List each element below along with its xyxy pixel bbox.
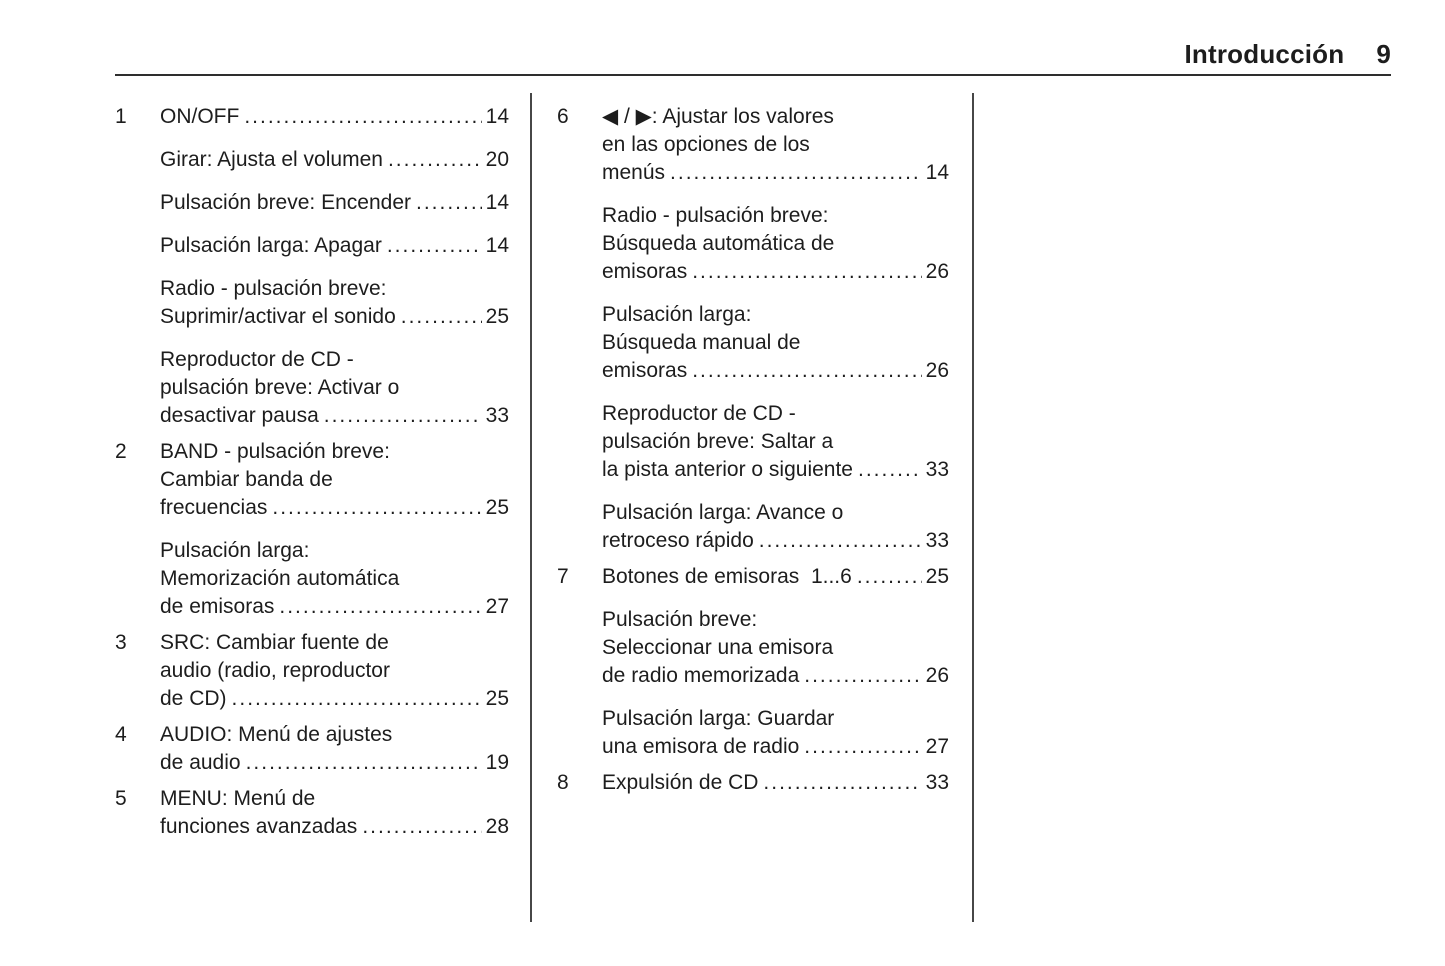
toc-entry xyxy=(557,400,949,484)
toc-entry-content xyxy=(160,537,509,621)
toc-entry-text: ON/OFF xyxy=(160,105,240,128)
dot-leader xyxy=(244,103,481,131)
toc-entry-line xyxy=(602,662,949,690)
toc-entry-line xyxy=(160,813,509,841)
toc-entry-line xyxy=(160,103,509,131)
toc-entry-page: 14 xyxy=(925,161,949,184)
toc-entry xyxy=(115,785,509,841)
toc-entry-page: 33 xyxy=(925,458,949,481)
toc-entry-page: 25 xyxy=(485,496,509,519)
toc-entry-page: 26 xyxy=(925,359,949,382)
toc-entry-content xyxy=(160,785,509,841)
dot-leader xyxy=(401,303,482,331)
toc-entry xyxy=(557,202,949,286)
toc-entry-content xyxy=(160,275,509,331)
toc-entry-line xyxy=(160,749,509,777)
toc-entry-page: 25 xyxy=(485,687,509,710)
dot-leader xyxy=(804,662,921,690)
toc-entry-line xyxy=(602,456,949,484)
toc-entry-line: AUDIO: Menú de ajustes xyxy=(160,723,393,746)
toc-entry-line xyxy=(602,733,949,761)
toc-entry-number: 6 xyxy=(557,105,569,128)
toc-entry-line: MENU: Menú de xyxy=(160,787,316,810)
toc-entry-content xyxy=(160,103,509,131)
toc-entry-line xyxy=(160,593,509,621)
toc-entry-line xyxy=(602,258,949,286)
toc-entry-line: Pulsación breve: xyxy=(602,608,758,631)
toc-entry-content xyxy=(602,769,949,797)
dot-leader xyxy=(804,733,921,761)
toc-column-right xyxy=(557,103,949,797)
toc-entry-page: 26 xyxy=(925,664,949,687)
toc-entry-line: Memorización automática xyxy=(160,567,400,590)
toc-entry-line: Pulsación larga: Guardar xyxy=(602,707,835,730)
toc-entry-page: 33 xyxy=(925,529,949,552)
toc-entry-text: Suprimir/activar el sonido xyxy=(160,305,396,328)
toc-entry xyxy=(115,629,509,713)
toc-entry-text: una emisora de radio xyxy=(602,735,800,758)
dot-leader xyxy=(416,189,482,217)
toc-entry-content xyxy=(160,189,509,217)
toc-entry xyxy=(557,606,949,690)
toc-entry-text: frecuencias xyxy=(160,496,268,519)
toc-entry-content xyxy=(160,146,509,174)
toc-entry-line: en las opciones de los xyxy=(602,133,810,156)
toc-entry-line xyxy=(160,303,509,331)
dot-leader xyxy=(324,402,482,430)
toc-entry-content xyxy=(160,438,509,522)
toc-entry-text: de emisoras xyxy=(160,595,275,618)
dot-leader xyxy=(759,527,922,555)
toc-entry-line: Seleccionar una emisora xyxy=(602,636,834,659)
dot-leader xyxy=(279,593,481,621)
toc-entry-number: 3 xyxy=(115,631,127,654)
toc-entry-page: 26 xyxy=(925,260,949,283)
toc-entry-line: SRC: Cambiar fuente de xyxy=(160,631,389,654)
toc-entry-text: funciones avanzadas xyxy=(160,815,358,838)
toc-entry-page: 25 xyxy=(485,305,509,328)
toc-entry-page: 33 xyxy=(925,771,949,794)
toc-entry-text: menús xyxy=(602,161,666,184)
toc-entry xyxy=(557,705,949,761)
dot-leader xyxy=(232,685,482,713)
toc-entry-content xyxy=(160,629,509,713)
toc-entry-content xyxy=(602,400,949,484)
toc-entry-line xyxy=(160,232,509,260)
toc-entry-text: de audio xyxy=(160,751,241,774)
dot-leader xyxy=(858,456,922,484)
toc-entry-line: ◀ / ▶: Ajustar los valores xyxy=(602,105,834,128)
toc-entry-line xyxy=(160,685,509,713)
toc-entry xyxy=(557,103,949,187)
toc-entry xyxy=(557,301,949,385)
toc-entry-number: 1 xyxy=(115,105,127,128)
page-title: Introducción xyxy=(1184,39,1345,69)
toc-entry-line: audio (radio, reproductor xyxy=(160,659,390,682)
toc-entry-line xyxy=(160,402,509,430)
toc-entry-content xyxy=(602,103,949,187)
toc-entry-text: Pulsación breve: Encender xyxy=(160,191,411,214)
toc-entry-line: Reproductor de CD - xyxy=(602,402,796,425)
toc-entry-line: Cambiar banda de xyxy=(160,468,333,491)
toc-entry xyxy=(115,346,509,430)
toc-entry xyxy=(115,103,509,131)
toc-entry-line: pulsación breve: Saltar a xyxy=(602,430,834,453)
toc-entry-text: Expulsión de CD xyxy=(602,771,759,794)
toc-entry-line: Pulsación larga: xyxy=(160,539,310,562)
toc-entry-line xyxy=(602,769,949,797)
toc-entry-text: Girar: Ajusta el volumen xyxy=(160,148,383,171)
toc-entry-text: desactivar pausa xyxy=(160,404,319,427)
toc-entry-content xyxy=(602,563,949,591)
toc-entry-content xyxy=(602,606,949,690)
toc-entry-content xyxy=(160,232,509,260)
dot-leader xyxy=(692,357,921,385)
toc-entry-line: Radio - pulsación breve: xyxy=(602,204,829,227)
column-divider xyxy=(530,93,532,922)
toc-entry-number: 5 xyxy=(115,787,127,810)
toc-entry-line: Pulsación larga: Avance o xyxy=(602,501,844,524)
toc-entry-text: Pulsación larga: Apagar xyxy=(160,234,382,257)
toc-entry-text: emisoras xyxy=(602,359,688,382)
toc-entry-line: BAND - pulsación breve: xyxy=(160,440,390,463)
toc-entry-text: retroceso rápido xyxy=(602,529,754,552)
toc-entry-page: 25 xyxy=(925,565,949,588)
toc-entry xyxy=(115,146,509,174)
toc-entry-line: Búsqueda automática de xyxy=(602,232,835,255)
toc-entry-line xyxy=(602,357,949,385)
toc-entry-page: 27 xyxy=(485,595,509,618)
dot-leader xyxy=(857,563,922,591)
toc-entry xyxy=(557,499,949,555)
dot-leader xyxy=(362,813,481,841)
toc-entry-number: 4 xyxy=(115,723,127,746)
toc-entry-line xyxy=(160,494,509,522)
dot-leader xyxy=(387,232,482,260)
toc-entry-page: 33 xyxy=(485,404,509,427)
toc-entry-page: 19 xyxy=(485,751,509,774)
toc-entry-line: Pulsación larga: xyxy=(602,303,752,326)
toc-entry-line xyxy=(602,159,949,187)
toc-entry-number: 8 xyxy=(557,771,569,794)
toc-entry-line xyxy=(160,146,509,174)
toc-entry-line: pulsación breve: Activar o xyxy=(160,376,400,399)
toc-entry-content xyxy=(160,721,509,777)
toc-entry-text: Botones de emisoras 1...6 xyxy=(602,565,852,588)
toc-entry xyxy=(115,232,509,260)
toc-entry-text: de CD) xyxy=(160,687,227,710)
dot-leader xyxy=(692,258,921,286)
toc-entry-line xyxy=(602,527,949,555)
toc-entry-text: emisoras xyxy=(602,260,688,283)
toc-entry-content xyxy=(602,301,949,385)
toc-entry-line: Radio - pulsación breve: xyxy=(160,277,387,300)
toc-entry-text: de radio memorizada xyxy=(602,664,800,687)
dot-leader xyxy=(670,159,922,187)
toc-entry-line xyxy=(602,563,949,591)
toc-entry xyxy=(115,275,509,331)
toc-entry-page: 14 xyxy=(485,234,509,257)
toc-entry-number: 2 xyxy=(115,440,127,463)
toc-entry xyxy=(557,769,949,797)
toc-entry-page: 20 xyxy=(485,148,509,171)
toc-entry xyxy=(557,563,949,591)
toc-entry-text: la pista anterior o siguiente xyxy=(602,458,853,481)
dot-leader xyxy=(272,494,481,522)
toc-entry-content xyxy=(602,202,949,286)
page-header xyxy=(115,0,1391,76)
toc-entry-page: 27 xyxy=(925,735,949,758)
toc-entry-line: Reproductor de CD - xyxy=(160,348,354,371)
toc-entry xyxy=(115,721,509,777)
toc-entry-page: 14 xyxy=(485,105,509,128)
dot-leader xyxy=(246,749,482,777)
column-divider xyxy=(972,93,974,922)
toc-entry-content xyxy=(602,499,949,555)
toc-entry-number: 7 xyxy=(557,565,569,588)
page-number: 9 xyxy=(1376,39,1391,69)
toc-entry xyxy=(115,189,509,217)
dot-leader xyxy=(763,769,921,797)
toc-entry-page: 14 xyxy=(485,191,509,214)
toc-entry-page: 28 xyxy=(485,815,509,838)
dot-leader xyxy=(388,146,482,174)
toc-entry-content xyxy=(602,705,949,761)
toc-entry-line: Búsqueda manual de xyxy=(602,331,801,354)
toc-entry-content xyxy=(160,346,509,430)
toc-entry xyxy=(115,438,509,522)
toc-entry-line xyxy=(160,189,509,217)
toc-entry xyxy=(115,537,509,621)
toc-column-left xyxy=(115,103,509,841)
